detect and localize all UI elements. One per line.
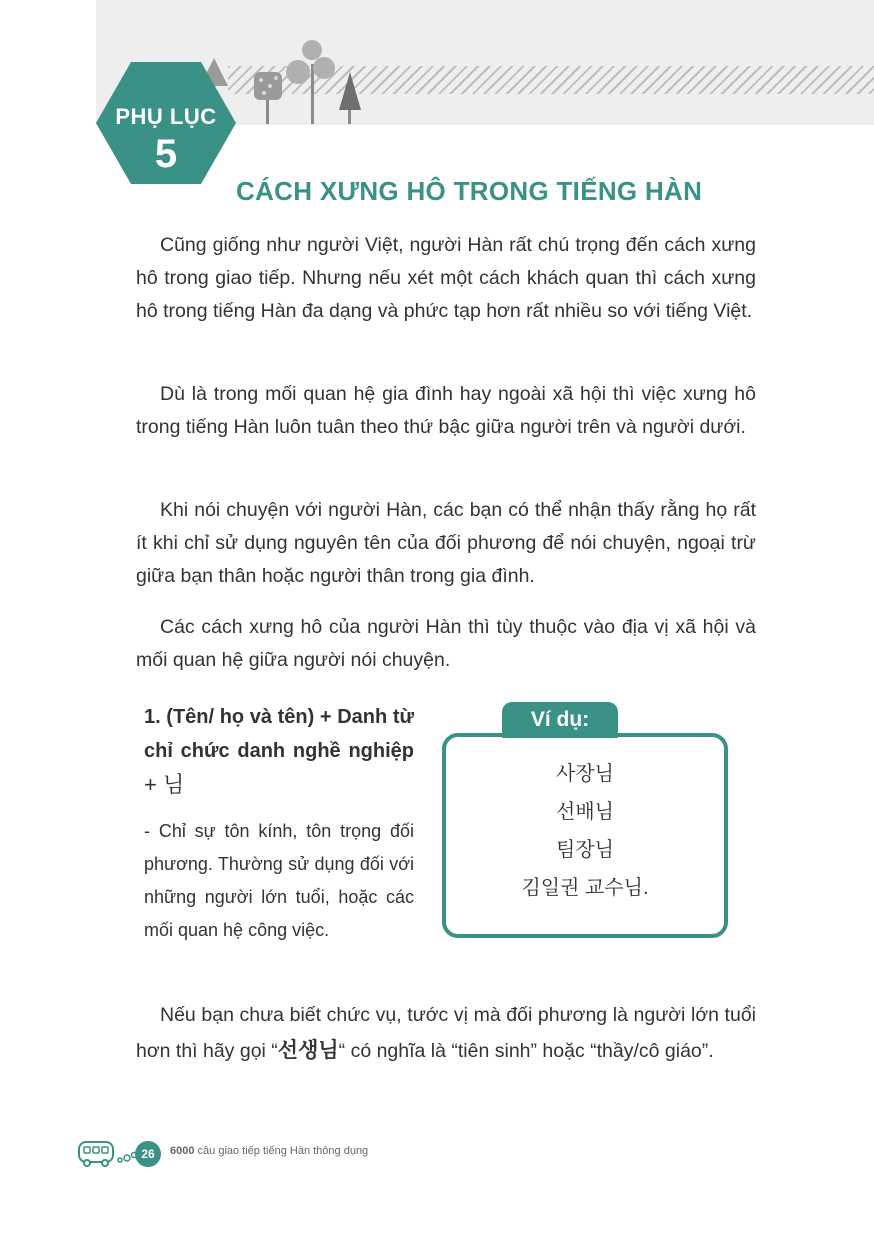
example-item: 선배님 bbox=[556, 801, 614, 823]
section-1-suffix: + 님 bbox=[144, 772, 185, 797]
paragraph-2: Dù là trong mối quan hệ gia đình hay ngoài xã hội thì việc xưng hô trong tiếng Hàn luôn tuân theo thứ bậc giữa người trên và người dưới. bbox=[136, 383, 756, 438]
appendix-label: PHỤ LỤC bbox=[115, 104, 217, 129]
paragraph-4: Các cách xưng hô của người Hàn thì tùy thuộc vào địa vị xã hội và mối quan hệ giữa người nói chuyện. bbox=[136, 616, 756, 671]
closing-text-before: Nếu bạn chưa biết chức vụ, tước vị mà đối phương là người lớn tuổi hơn thì hãy gọi “ bbox=[136, 1004, 756, 1062]
page-number: 26 bbox=[135, 1141, 161, 1167]
section-1-body: - Chỉ sự tôn kính, tôn trọng đối phương. Thường sử dụng đối với những người lớn tuổi, hoặc các mối quan hệ công việc. bbox=[144, 821, 414, 940]
page-title: CÁCH XƯNG HÔ TRONG TIẾNG HÀN bbox=[236, 176, 703, 206]
closing-text-after: “ có nghĩa là “tiên sinh” hoặc “thầy/cô giáo”. bbox=[338, 1040, 714, 1062]
paragraph-1: Cũng giống như người Việt, người Hàn rất chú trọng đến cách xưng hô trong giao tiếp. Nhưng nếu xét một cách khách quan thì cách xưng hô trong tiếng Hàn đa dạng và phức tạp hơn rất nhiều so với tiếng Việt. bbox=[136, 234, 756, 322]
book-title-text: câu giao tiếp tiếng Hàn thông dụng bbox=[194, 1145, 369, 1157]
appendix-number: 5 bbox=[154, 132, 178, 176]
book-title bbox=[170, 1145, 368, 1157]
bus-icon bbox=[76, 1138, 138, 1168]
section-1-heading bbox=[144, 700, 414, 803]
example-label: Ví dụ: bbox=[502, 702, 618, 738]
closing-korean-term: 선생님 bbox=[277, 1039, 339, 1062]
closing-paragraph bbox=[136, 997, 756, 1069]
example-item: 팀장님 bbox=[556, 839, 614, 861]
example-item: 사장님 bbox=[556, 763, 614, 785]
section-1-heading-text: 1. (Tên/ họ và tên) + Danh từ chỉ chức danh nghề nghiệp bbox=[144, 706, 414, 762]
paragraph-3: Khi nói chuyện với người Hàn, các bạn có thể nhận thấy rằng họ rất ít khi chỉ sử dụng nguyên tên của đối phương để nói chuyện, ngoại trừ giữa bạn thân hoặc người thân trong gia đình. bbox=[136, 499, 756, 587]
example-item: 김일권 교수님. bbox=[521, 877, 649, 899]
book-title-number: 6000 bbox=[170, 1145, 195, 1157]
example-list bbox=[442, 755, 728, 907]
